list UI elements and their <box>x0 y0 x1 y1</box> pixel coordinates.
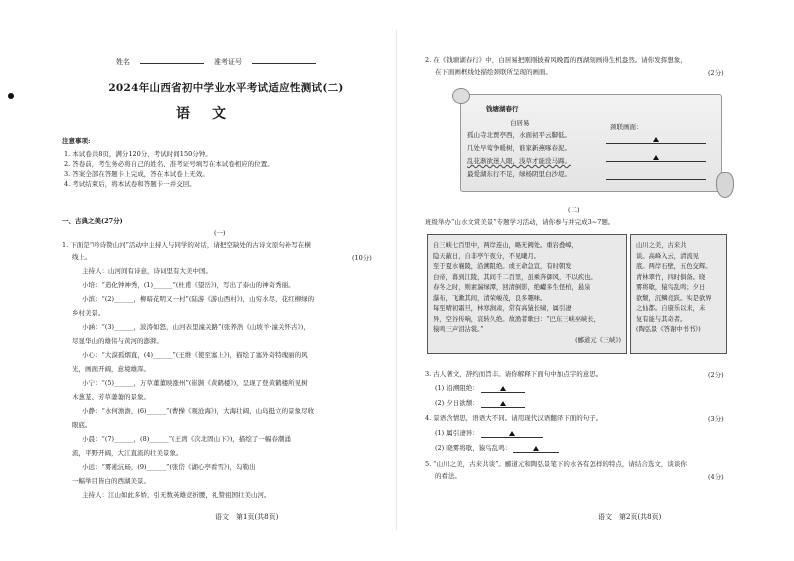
question-4-item-label: (1) 属引凄异： <box>435 429 479 437</box>
passage-line: 隐天蔽日，自非亭午夜分，不见曦月。 <box>433 252 541 260</box>
passage-reply-letter <box>630 234 727 354</box>
name-field[interactable] <box>140 57 204 64</box>
ticket-field[interactable] <box>252 57 316 64</box>
passage-line: 山川之美，古来共 <box>636 242 687 249</box>
poem-line: 孤山寺北贾亭西，水面初平云脚低。 <box>467 131 571 139</box>
page-number-right: 语文 第2页(共8页) <box>598 513 662 521</box>
dialog-line: 小静：“水何澹澹，(6)______”(曹操《观沧海》)，大海壮阔，山岛挺立的景象尽收 <box>82 407 315 415</box>
answer-blank[interactable] <box>481 386 525 393</box>
ticket-label: 准考证号 <box>214 58 242 66</box>
question-5-line: 5. “山川之美，古来共谈”。郦道元和陶弘景笔下的水各有怎样的特点，请结合选文，谈谈你 <box>425 460 687 468</box>
question-3-item-label: (2) 夕日欲颓： <box>435 399 479 407</box>
poem-author: 白居易 <box>510 119 530 127</box>
passage-line: 雾将歇，猿鸟乱鸣；夕日 <box>636 284 706 291</box>
answer-line[interactable] <box>606 174 706 180</box>
dialog-line: 乡村美景。 <box>72 309 105 317</box>
dialog-line: 主持人：山河间有诗意，诗词里有大美中国。 <box>82 267 212 275</box>
notice-item: 1. 本试卷共8页，满分120分，考试时间150分钟。 <box>64 150 212 158</box>
passage-line: 异，空谷传响，哀转久绝。故渔者歌曰：“巴东三峡巫峡长， <box>433 315 600 323</box>
notice-item: 2. 答卷前，考生务必将自己的姓名、准考证号填写在本试卷相应的位置。 <box>64 160 274 168</box>
dialog-line: 流，平野开阔，大江直流的壮美景象。 <box>72 449 183 457</box>
section-title: 一、古典之美(27分) <box>62 217 123 225</box>
question-1-score: (10分) <box>352 254 372 262</box>
question-1-line: 1. 下面是“吟诗赞山河”活动中主持人与同学的对话，请把空缺处的古诗文原句补写在横 <box>62 241 311 249</box>
dialog-line: 尽显华山的雄伟与黄河的澎湃。 <box>72 337 163 345</box>
question-2-line: 2. 在《钱塘湖春行》中，白居易把刚刚披着风晚霞的西湖刻画得生机盎然。请你发挥想象， <box>425 56 687 64</box>
passage-line: 瀑布，飞漱其间，清荣峻茂，良多趣味。 <box>433 294 547 302</box>
answer-line[interactable] <box>606 156 706 162</box>
dialog-line: 小宁：“(5)______，万草董董映涨州”(崔颢《黄鹤楼》)，呈现了登黄鹤楼所见树 <box>82 379 308 387</box>
dialog-line: 小心：“大漠孤烟直，(4)______”(王维《使至塞上》)，描绘了塞外奇特瑰丽的风 <box>82 351 308 359</box>
passage-line: 猿鸣三声泪沾裳。” <box>433 326 484 333</box>
question-2-score: (2分) <box>708 69 724 77</box>
question-4-item <box>435 444 559 453</box>
dialog-line: 小滨：“(2)______，柳暗花明又一村”(陆游《游山西村》)，山穷水尽，花红柳绿的 <box>82 295 315 303</box>
passage-line: 自三峡七百里中，两岸连山，略无阙处。重岩叠嶂， <box>433 242 578 249</box>
passage-source: (陶弘景《答谢中书书》) <box>636 326 701 333</box>
passage-three-gorges <box>427 234 627 354</box>
question-5-line: 的看法。 <box>435 472 461 480</box>
passage-line: 春冬之时，则素湍绿潭，回清倒影，绝巘多生怪柏，悬泉 <box>433 284 591 291</box>
answer-blank[interactable] <box>481 431 543 438</box>
dialog-line: 木葱茏、芳草萋萋的景象。 <box>72 393 150 401</box>
question-1-line: 线上。 <box>72 253 92 261</box>
question-4-item <box>435 429 543 438</box>
candidate-fields <box>116 57 316 67</box>
dialog-line: 小远：“雾凇沆砀，(9)______”(张岱《湖心亭看雪》)，勾勒出 <box>82 463 256 471</box>
page-number-left: 语文 第1页(共8页) <box>215 513 279 521</box>
poem-line-highlighted: 乱花渐欲迷人眼，浅草才能没马蹄。 <box>467 157 571 165</box>
answer-line[interactable] <box>606 138 706 144</box>
dialog-line: 一幅举目皆白的西湖美景。 <box>72 477 150 485</box>
notice-item: 4. 考试结束后，将本试卷和答题卡一并交回。 <box>64 180 196 188</box>
question-3-item-label: (1) 沿溯阻绝： <box>435 384 479 392</box>
part-label: (二) <box>568 206 580 214</box>
passage-line: 欲颓，沉鳞竞跃。实是欲界 <box>636 294 712 302</box>
name-label: 姓名 <box>116 58 130 66</box>
dialog-line: 小晨：“(7)______，(8)______”(王湾《次北固山下》)，描绘了一幅春潮涌 <box>82 435 291 443</box>
dialog-line: 小涵：“(3)______，波涛如怒，山河表里潼关路”(张养浩《山坡羊·潼关怀古》)， <box>82 323 310 331</box>
section-intro: 班级举办“山水文赏美景”专题学习活动，请你参与并完成3~7题。 <box>425 218 615 226</box>
scroll-curl-icon <box>716 172 734 198</box>
poem-line: 几处早莺争暖树，谁家新燕啄春泥。 <box>467 144 571 152</box>
passage-line: 青林翠竹，四时俱备。晓 <box>636 273 706 281</box>
passage-line: 至于夏水襄陵，沿溯阻绝。或王命急宣，有时朝发 <box>433 263 572 270</box>
question-3-item <box>435 399 525 408</box>
answer-blank[interactable] <box>513 446 559 453</box>
passage-line: 复有能与其奇者。 <box>636 315 687 323</box>
passage-line: 白帝，暮到江陵，其间千二百里，虽乘奔御风，不以疾也。 <box>433 273 597 281</box>
passage-line: 之仙都。自康乐以来，未 <box>636 305 706 312</box>
passage-source: (郦道元《三峡》) <box>575 336 621 344</box>
notice-heading: 注意事项: <box>62 137 91 145</box>
question-2-line: 在下面画框线处描绘颈联所呈现的画面。 <box>435 68 552 76</box>
notice-item: 3. 答案全部在答题卡上完成，答在本试卷上无效。 <box>64 170 209 178</box>
poem-line: 最爱湖东行不足，绿杨阴里白沙堤。 <box>467 170 571 178</box>
poem-title: 钱塘湖春行 <box>486 105 519 113</box>
dialog-line: 眼底。 <box>72 421 92 429</box>
part-label: (一) <box>214 229 226 237</box>
question-3-score: (2分) <box>708 371 724 379</box>
question-3-line: 3. 古人著文，辞约而旨丰。请你解释下面句中加点字的意思。 <box>425 370 603 378</box>
subject-title: 语文 <box>176 106 248 122</box>
question-3-item <box>435 384 525 393</box>
question-4-score: (3分) <box>708 415 724 423</box>
scroll-curl-icon <box>452 88 470 104</box>
answer-blank[interactable] <box>481 401 525 408</box>
exam-title: 2024年山西省初中学业水平考试适应性测试(二) <box>108 82 344 94</box>
dialog-line: 光，画面开阔，意境雄浑。 <box>72 365 150 373</box>
question-5-score: (4分) <box>708 473 724 481</box>
answer-label: 颈联画面： <box>610 123 643 131</box>
question-4-line: 4. 景语含情思，语语大不同。请用现代汉语翻译下面的句子。 <box>425 414 603 422</box>
passage-line: 谈。高峰入云，清流见 <box>636 252 699 260</box>
dialog-line: 主持人：江山如此多娇，引无数英雄竞折腰，礼赞祖国壮美山河。 <box>82 491 271 499</box>
dialog-line: 小培：“造化钟神秀，(1)______”(杜甫《望岳》)，写出了泰山的神奇秀丽。 <box>82 281 295 289</box>
passage-line: 底。两岸石壁，五色交辉。 <box>636 263 712 270</box>
question-4-item-label: (2) 晓雾将歇，猿鸟乱鸣： <box>435 444 512 452</box>
passage-line: 每至晴初霜旦，林寒涧肃，常有高猿长啸，属引凄 <box>433 305 572 312</box>
